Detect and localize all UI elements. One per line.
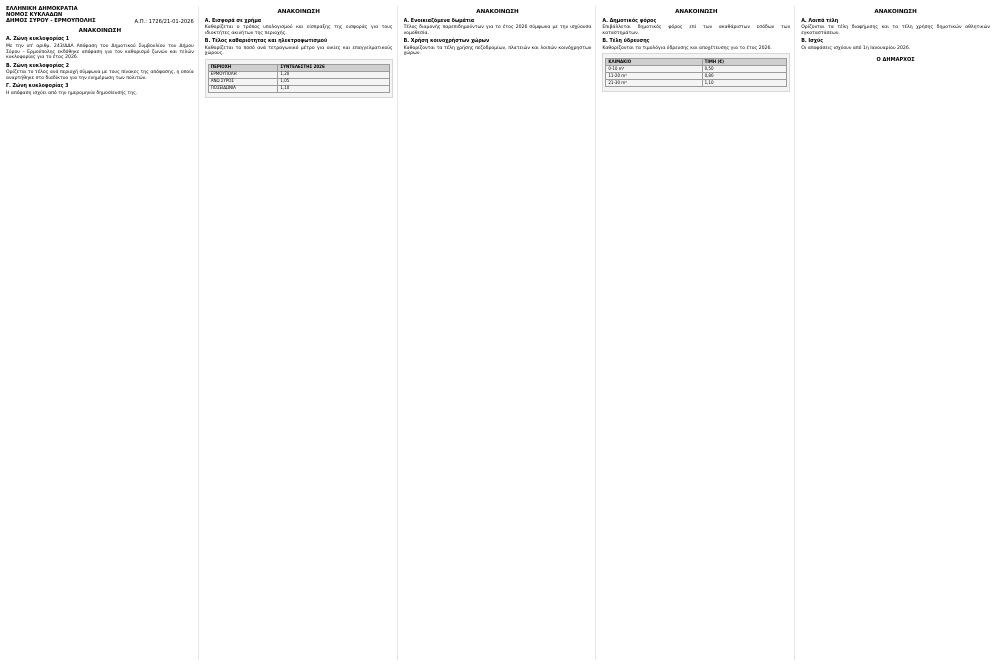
- table-cell: ΕΡΜΟΥΠΟΛΗ: [208, 71, 278, 78]
- table-cell: 1,05: [278, 78, 389, 85]
- col1-sec-b-text: Ορίζεται το τέλος ανά περιοχή σύμφωνα με τους πίνακες της απόφασης, η οποία αναρτήθηκε στο διαδίκτυο για την ενημέρωση των πολιτών.: [6, 70, 194, 81]
- col3-sec-a-heading: Α. Ενοικιαζόμενα δωμάτια: [403, 18, 475, 24]
- col1-title: ΑΝΑΚΟΙΝΩΣΗ: [78, 27, 122, 34]
- col2-sec-a-text: Καθορίζεται ο τρόπος υπολογισμού και είσπραξης της εισφοράς για τους ιδιοκτήτες ακινήτων της περιοχής.: [204, 25, 393, 36]
- col1-section-b: [6, 64, 194, 82]
- table-cell: 0,50: [702, 66, 787, 73]
- col1-sec-a-text: Με την υπ' αριθμ. 243/ΔΔΑ Απόφαση του Δημοτικού Συμβουλίου του Δήμου Σύρου – Ερμούπολης εκδόθηκε απόφαση για τον καθορισμό ζωνών και τελών κυκλοφορίας για το έτος 2026.: [6, 44, 194, 60]
- col1-section-a: [6, 37, 194, 60]
- col4-sec-a-text: Επιβάλλεται δημοτικός φόρος επί των ακαθάριστων εσόδων των καταστημάτων.: [602, 25, 791, 36]
- table-header-cell: ΠΕΡΙΟΧΗ: [208, 64, 278, 71]
- col4-table-wrapper: [602, 53, 790, 92]
- col1-section-c: [6, 84, 194, 96]
- table-row: [606, 80, 787, 87]
- col3-sec-b-text: Καθορίζονται τα τέλη χρήσης πεζοδρομίων, πλατειών και λοιπών κοινόχρηστων χώρων.: [403, 45, 592, 57]
- col4-table: [605, 58, 787, 87]
- col5-sec-b-heading: Β. Ισχύς: [801, 39, 824, 45]
- table-row: [208, 85, 389, 92]
- col2-table-wrapper: [205, 59, 393, 98]
- table-cell: 1,10: [278, 85, 389, 92]
- col4-title: ΑΝΑΚΟΙΝΩΣΗ: [675, 9, 718, 15]
- col1-sec-a-heading: Α. Ζώνη κυκλοφορίας 1: [6, 37, 70, 43]
- col3-sec-b-heading: Β. Χρήση κοινοχρήστων χώρων: [403, 39, 490, 45]
- col4-sec-b-text: Καθορίζονται τα τιμολόγια ύδρευσης και αποχέτευσης για το έτος 2026.: [602, 45, 772, 51]
- header-municipality: ΔΗΜΟΣ ΣΥΡΟΥ - ΕΡΜΟΥΠΟΛΗΣ: [6, 18, 96, 25]
- table-cell: 11-20 m³: [606, 73, 702, 80]
- table-row: [606, 66, 787, 73]
- table-cell: 0,80: [702, 73, 787, 80]
- col5-sec-a-text: Ορίζονται τα τέλη διαφήμισης και τα τέλη χρήσης δημοτικών αθλητικών εγκαταστάσεων.: [801, 25, 990, 36]
- col2-sec-b-text: Καθορίζεται το ποσό ανά τετραγωνικό μέτρο για οικίες και επαγγελματικούς χώρους.: [204, 45, 393, 57]
- table-header-cell: ΤΙΜΗ (€): [702, 59, 787, 66]
- table-row: [606, 73, 787, 80]
- col1-sec-c-heading: Γ. Ζώνη κυκλοφορίας 3: [6, 84, 69, 90]
- col2-table: [208, 64, 390, 93]
- col2-title: ΑΝΑΚΟΙΝΩΣΗ: [277, 9, 320, 15]
- column-2: [205, 6, 398, 660]
- table-row: [208, 78, 389, 85]
- header-protocol: Α.Π.: 1726/21-01-2026: [134, 18, 194, 25]
- table-cell: 21-30 m³: [606, 80, 702, 87]
- column-4: [602, 6, 795, 660]
- col5-sec-a-heading: Α. Λοιπά τέλη: [801, 18, 839, 24]
- column-3: [404, 6, 597, 660]
- header-country: ΕΛΛΗΝΙΚΗ ΔΗΜΟΚΡΑΤΙΑ: [6, 6, 78, 12]
- table-header-row: [606, 59, 787, 66]
- table-cell: 1,20: [278, 71, 389, 78]
- col4-sec-b-heading: Β. Τέλη ύδρευσης: [602, 39, 650, 45]
- col3-title: ΑΝΑΚΟΙΝΩΣΗ: [476, 9, 519, 15]
- col5-title: ΑΝΑΚΟΙΝΩΣΗ: [874, 9, 917, 15]
- table-header-cell: ΚΛΙΜΑΚΙΟ: [606, 59, 702, 66]
- header-prefecture: ΝΟΜΟΣ ΚΥΚΛΑΔΩΝ: [6, 12, 63, 19]
- col3-sec-a-text: Τέλος διαμονής παρεπιδημούντων για το έτος 2026 σύμφωνα με την ισχύουσα νομοθεσία.: [403, 25, 592, 36]
- table-cell: 0-10 m³: [606, 66, 702, 73]
- table-row: [208, 71, 389, 78]
- table-cell: ΠΟΣΕΙΔΩΝΙΑ: [208, 85, 278, 92]
- column-1: [6, 6, 199, 660]
- table-cell: ΑΝΩ ΣΥΡΟΣ: [208, 78, 278, 85]
- signature: Ο ΔΗΜΑΡΧΟΣ: [876, 57, 915, 64]
- col1-sec-b-heading: Β. Ζώνη κυκλοφορίας 2: [6, 63, 70, 69]
- table-cell: 1,10: [702, 80, 787, 87]
- table-header-row: [208, 64, 389, 71]
- col4-sec-a-heading: Α. Δημοτικός φόρος: [602, 18, 657, 24]
- col5-sec-b-text: Οι αποφάσεις ισχύουν από 1η Ιανουαρίου 2026.: [801, 45, 911, 51]
- col2-sec-a-heading: Α. Εισφορά σε χρήμα: [204, 18, 262, 24]
- table-header-cell: ΣΥΝΤΕΛΕΣΤΗΣ 2026: [278, 64, 389, 71]
- column-5: [801, 6, 994, 660]
- col1-sec-c-text: Η απόφαση ισχύει από την ημερομηνία δημοσίευσής της.: [6, 90, 138, 96]
- col2-sec-b-heading: Β. Τέλος καθαριότητας και ηλεκτροφωτισμού: [204, 39, 328, 45]
